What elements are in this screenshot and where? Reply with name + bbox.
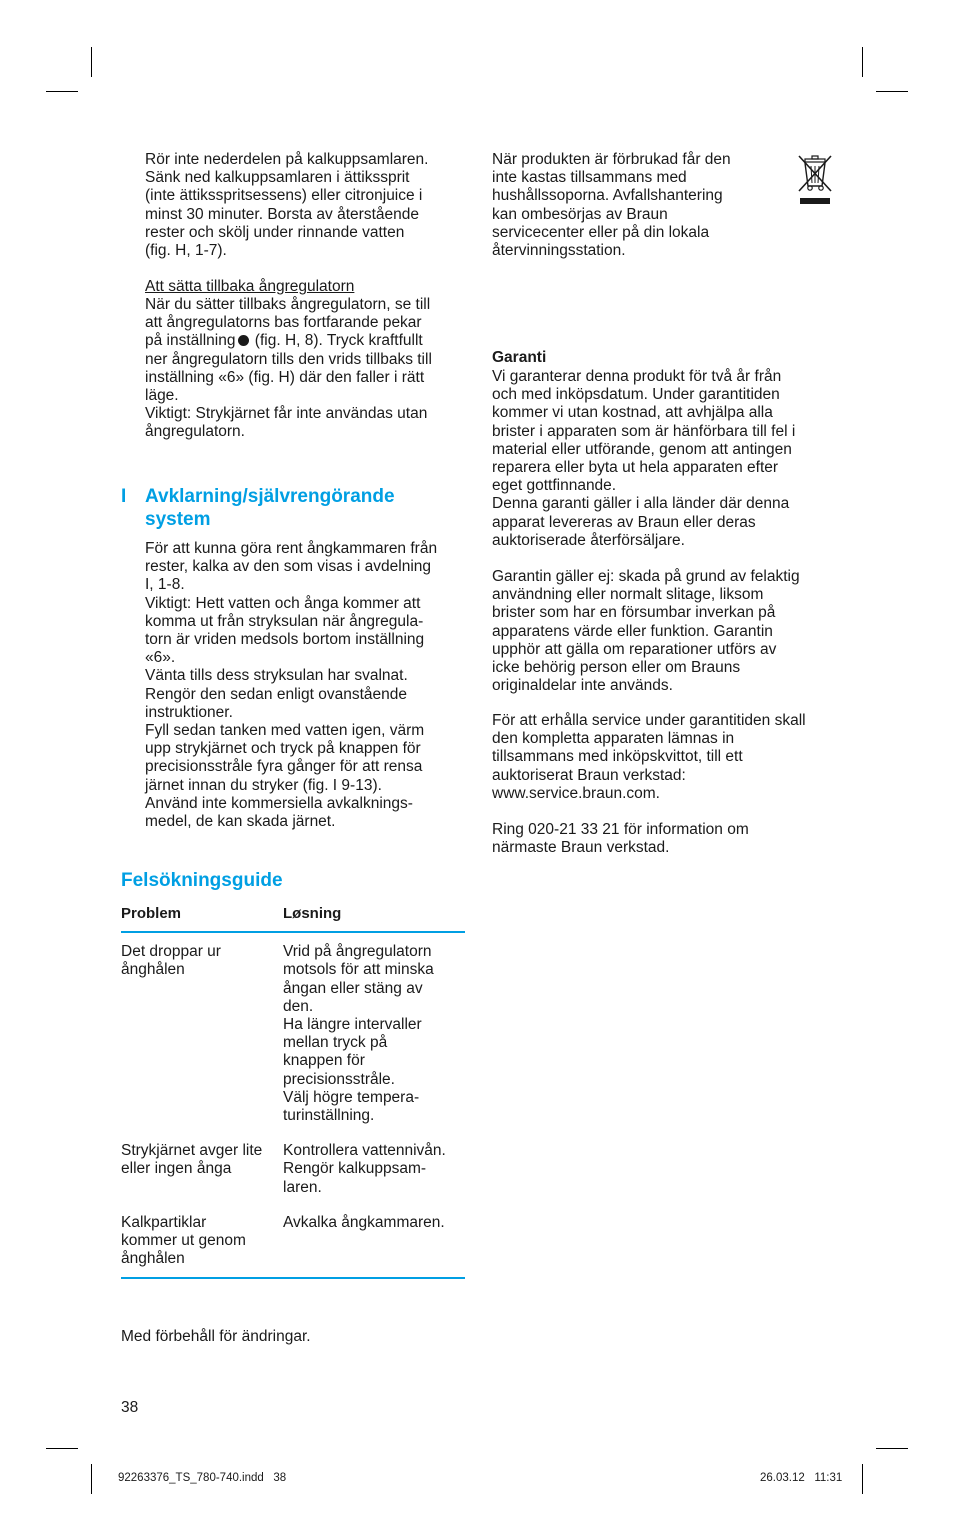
self-cleaning-paragraph: För att kunna göra rent ångkammaren från rester, kalka av den som visas i avdelning I, 1-8. Viktigt: Hett vatten och ånga kommer att komma ut från stryksulan när ångregula- torn är vriden medsols bortom inställning «6». Vänta tills dess stryksulan har svalnat. Rengör den sedan enligt ovanstående instruktioner. Fyll sedan tanken med vatten igen, värm upp strykjärnet och tryck på knappen för precisionsstråle fyra gånger för att rensa järnet innan du stryker (fig. I 9-13). Använd inte kommersiella avkalknings- medel, de kan skada järnet. [145, 540, 438, 831]
crop-mark [46, 91, 78, 92]
table-cell-solution: Vrid på ångregulatorn motsols för att minska ångan eller stäng av den. Ha längre intervaller mellan tryck på knappen för precisionsstråle. Välj högre tempera- turinställning. [283, 943, 434, 1125]
steam-regulator-paragraph [145, 296, 465, 442]
steam-regulator-subheading: Att sätta tillbaka ångregulatorn [145, 278, 355, 295]
table-cell-problem: Det droppar ur ånghålen [121, 943, 221, 979]
crossed-out-wheelie-bin-icon [796, 154, 834, 210]
warranty-paragraph-1: Vi garanterar denna produkt för två år från och med inköpsdatum. Under garantitiden kommer vi utan kostnad, att avhjälpa alla brister i apparaten som är hänförbara till fel i material eller utförande, genom att antingen reparera eller byta ut hela apparaten efter eget gottfinnande. Denna garanti gäller i alla länder där denna apparat levereras av Braun eller deras auktoriserade återförsäljare. [492, 368, 796, 549]
crop-mark [46, 1448, 78, 1449]
page-number: 38 [121, 1399, 139, 1416]
crop-mark [876, 1448, 908, 1449]
crop-mark [91, 47, 92, 77]
troubleshooting-title: Felsökningsguide [121, 870, 283, 891]
table-row [121, 1197, 465, 1279]
steam-regulator-text-a: När du sätter tillbaks ångregulatorn, se till att ångregulatorns bas fortfarande pekar på inställning [145, 296, 431, 350]
footer-note: Med förbehåll för ändringar. [121, 1328, 311, 1345]
section-title: Avklarning/självrengörande system [145, 486, 395, 530]
table-row [121, 932, 465, 1125]
descaling-paragraph: Rör inte nederdelen på kalkuppsamlaren. Sänk ned kalkuppsamlaren i ättikssprit (inte ättiksspritsessens) eller citronjuice i minst 30 minuter. Borsta av återstående rester och skölj under rinnande vatten (fig. H, 1-7). [145, 151, 429, 260]
table-cell-solution: Kontrollera vattennivån. Rengör kalkuppsam- laren. [283, 1142, 446, 1196]
warranty-paragraph-3: För att erhålla service under garantitiden skall den kompletta apparaten lämnas in tillsammans med inköpskvittot, till ett auktoriserat Braun verkstad: www.service.braun.com. [492, 712, 806, 802]
table-cell-problem: Kalkpartiklar kommer ut genom ånghålen [121, 1197, 283, 1279]
warranty-heading: Garanti [492, 349, 547, 366]
warranty-paragraph-2: Garantin gäller ej: skada på grund av felaktig användning eller normalt slitage, liksom brister som har en försumbar inverkan på apparatens värde eller funktion. Garantin upphör att gälla om reparationer utförs av icke behörig person eller om Brauns originaldelar inte används. [492, 568, 800, 695]
table-row [121, 1125, 465, 1197]
crop-mark [862, 1464, 863, 1494]
crop-mark [876, 91, 908, 92]
disposal-paragraph: När produkten är förbrukad får den inte kastas tillsammans med hushållssoporna. Avfallshantering kan ombesörjas av Braun servicecenter eller på din lokala återvinningsstation. [492, 151, 731, 260]
filled-dot-icon [238, 335, 249, 346]
slug-filename: 92263376_TS_780-740.indd 38 [118, 1472, 287, 1484]
table-cell-problem: Strykjärnet avger lite eller ingen ånga [121, 1142, 263, 1178]
table-cell-solution: Avkalka ångkammaren. [283, 1197, 465, 1279]
warranty-paragraph-4: Ring 020-21 33 21 för information om närmaste Braun verkstad. [492, 821, 749, 857]
slug-datetime: 26.03.12 11:31 [760, 1472, 843, 1484]
steam-regulator-text-b: (fig. H, 8). Tryck kraftfullt ner ångregulatorn tills den vrids tillbaks till inställning «6» (fig. H) där den faller i rätt läge. Viktigt: Strykjärnet får inte användas utan ångregulatorn. [145, 332, 432, 441]
crop-mark [862, 47, 863, 77]
crop-mark [91, 1464, 92, 1494]
troubleshooting-table [121, 903, 465, 1279]
table-header-problem: Problem [121, 903, 283, 932]
table-header-solution: Løsning [283, 903, 465, 932]
section-letter: I [121, 486, 127, 507]
